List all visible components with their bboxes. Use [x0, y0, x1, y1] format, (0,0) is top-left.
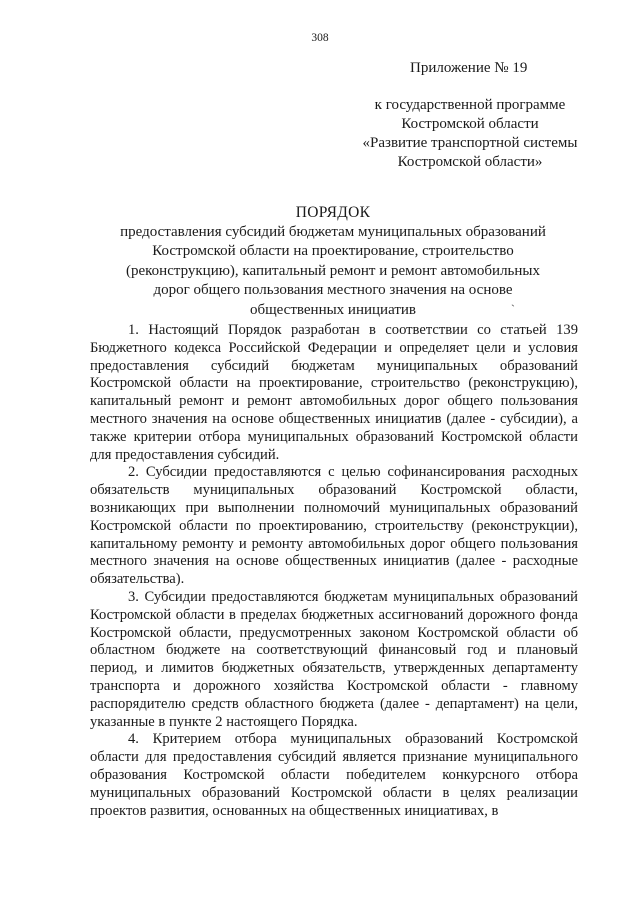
paragraph-3: 3. Субсидии предоставляются бюджетам муниципальных образований Костромской области в пределах бюджетных ассигнований дорожного фонда Костромской области, предусмотренных законом Костромской области об областном бюджете на соответствующий финансовый год и плановый период, и лимитов бюджетных обязательств, утвержденных департаменту транспорта и дорожного хозяйства Костромской области - главному распорядителю средств областного бюджета (далее - департамент) на цели, указанные в пункте 2 настоящего Порядка. — [90, 588, 578, 730]
appendix-title: Приложение № 19 — [410, 60, 528, 76]
document-subtitle-line: дорог общего пользования местного значения на основе — [153, 282, 513, 298]
document-subtitle-line: (реконструкцию), капитальный ремонт и ремонт автомобильных — [125, 262, 541, 279]
document-subtitle-line: общественных инициатив — [249, 301, 417, 318]
appendix-reference-line: Костромской области — [401, 116, 539, 132]
appendix-reference-line: к государственной программе — [374, 97, 566, 113]
appendix-reference — [350, 96, 590, 172]
document-subtitle-line: предоставления субсидий бюджетам муниципальных образований — [120, 223, 546, 240]
page-number: 308 — [311, 32, 329, 44]
paragraph-1: 1. Настоящий Порядок разработан в соответствии со статьей 139 Бюджетного кодекса Российской Федерации и определяет цели и условия предоставления субсидий бюджетам муниципальных образований Костромской области на проектирование, строительство (реконструкцию), капитальный ремонт и ремонт автомобильных дорог общего пользования местного значения на основе общественных инициатив (далее - субсидии), а также критерии отбора муниципальных образований Костромской области для предоставления субсидий. — [90, 322, 578, 463]
paragraph-2: 2. Субсидии предоставляются с целью софинансирования расходных обязательств муниципальных образований Костромской области, возникающих при выполнении полномочий муниципальных образований Костромской области по проектированию, строительству (реконструкции), капитальному ремонту и ремонту автомобильных дорог общего пользования местного значения на основе общественных инициатив (далее - расходные обязательства). — [90, 464, 578, 588]
appendix-reference-line: «Развитие транспортной системы — [362, 135, 578, 151]
paragraph-4: 4. Критерием отбора муниципальных образований Костромской области для предоставления субсидий является признание муниципального образования Костромской области победителем конкурсного отбора муниципальных образований Костромской области в целях реализации проектов развития, основанных на общественных инициативах, в — [90, 731, 578, 819]
appendix-reference-line: Костромской области» — [397, 154, 543, 170]
document-subtitle-line: Костромской области на проектирование, строительство — [152, 243, 514, 259]
document-title-block — [92, 203, 574, 320]
document-title: ПОРЯДОК — [295, 204, 371, 221]
scan-mark: ` — [511, 302, 515, 316]
document-body — [90, 322, 578, 820]
